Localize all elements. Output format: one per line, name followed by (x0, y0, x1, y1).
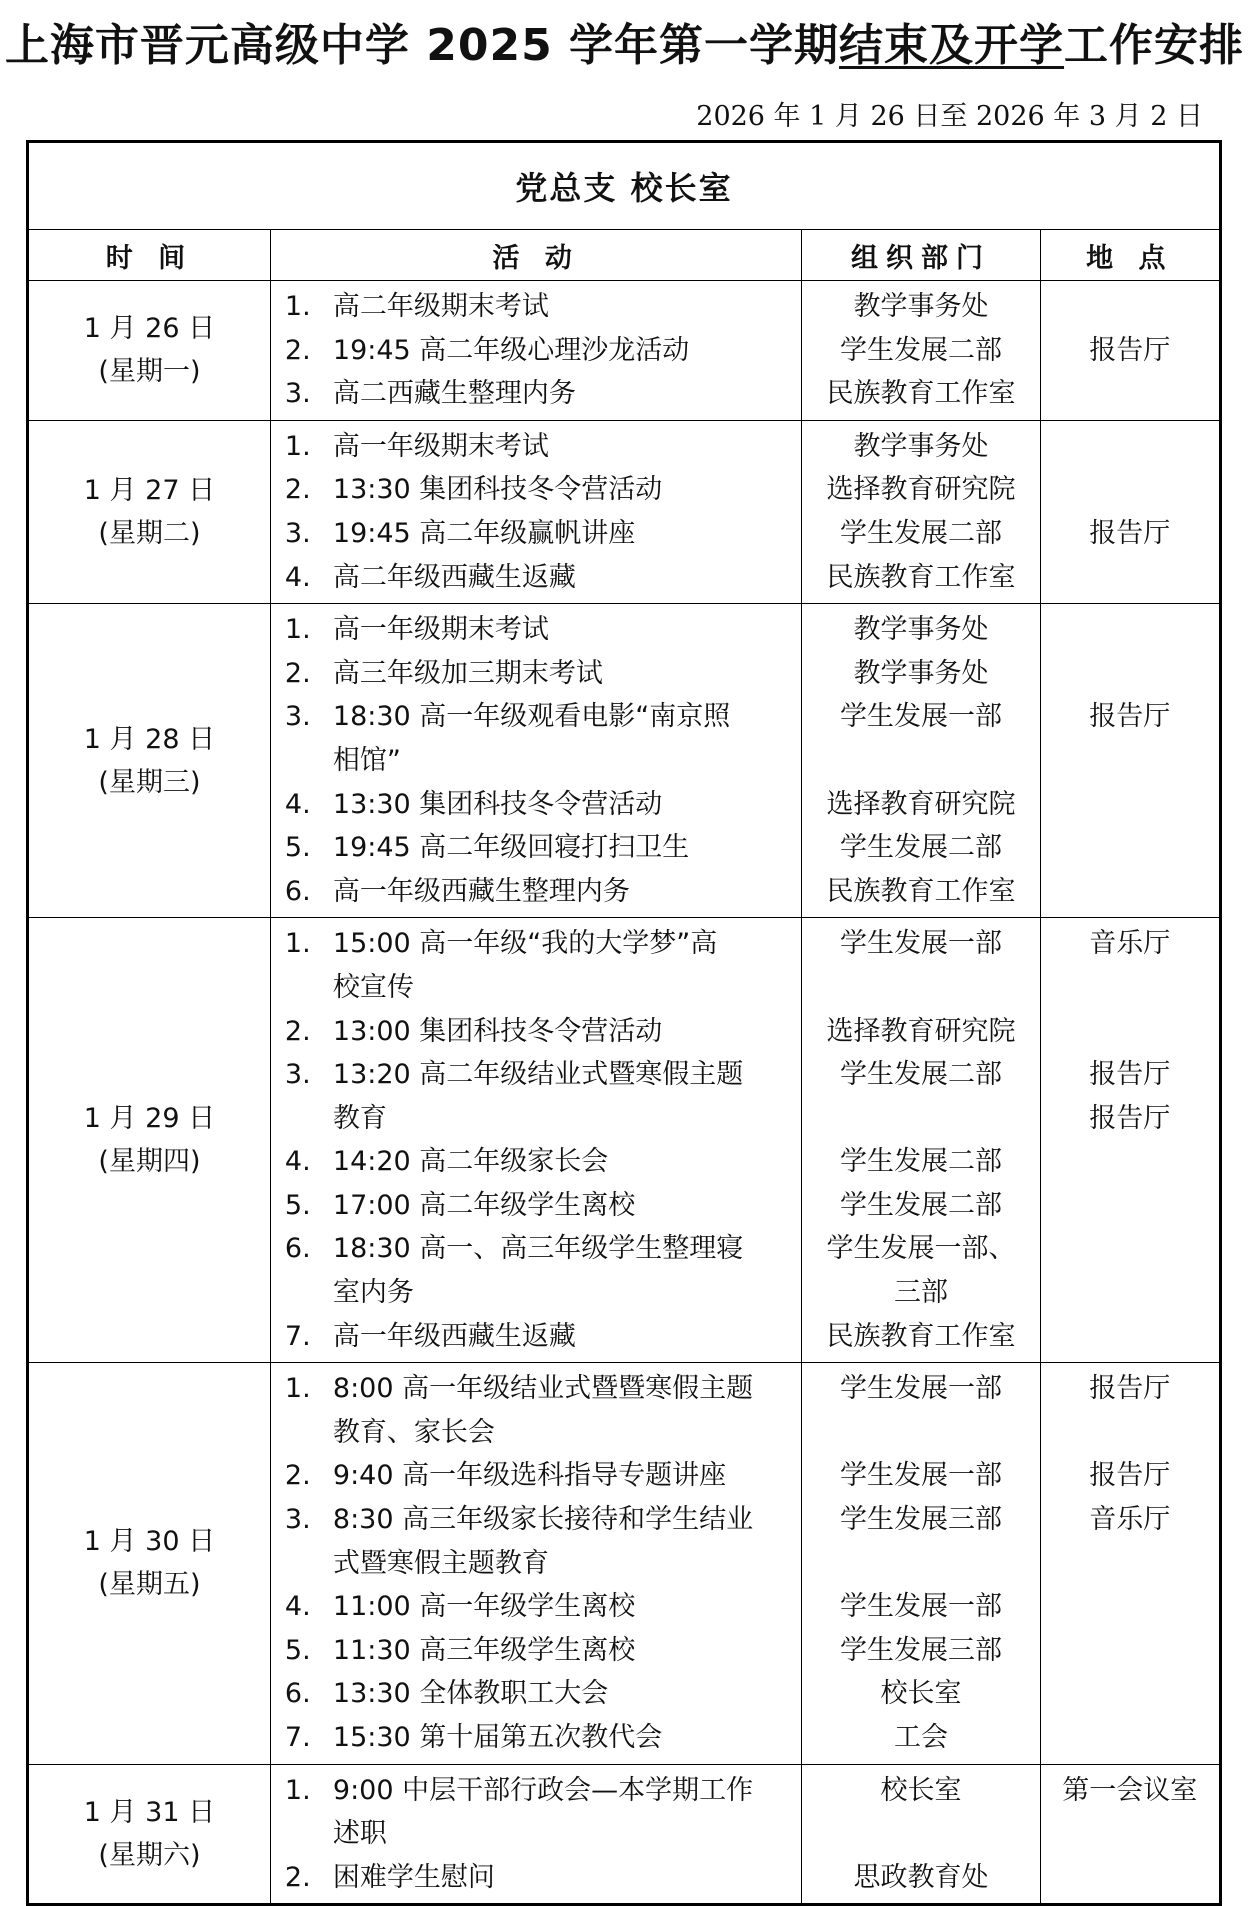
activity-line: 高二年级西藏生返藏 (332, 561, 576, 593)
activity-number: 2. (284, 334, 311, 366)
activity-line: 8:30 高三年级家长接待和学生结业 (332, 1504, 754, 1536)
activity-number: 2. (284, 657, 311, 689)
org-line: 学生发展一部 (839, 1460, 1002, 1492)
org-line: 学生发展一部、 (826, 1233, 1016, 1265)
org-cell (802, 1363, 1040, 1764)
activity-item (271, 556, 802, 600)
org-line: 三部 (893, 1277, 948, 1309)
weekday-text: (星期三) (98, 766, 201, 798)
location-line (1041, 285, 1219, 329)
location-cell (1040, 1363, 1220, 1764)
activity-number: 2. (284, 1460, 311, 1492)
activity-item (271, 870, 802, 914)
activity-number: 3. (284, 1059, 311, 1091)
org-line: 学生发展二部 (839, 334, 1002, 366)
date-text: 1 月 31 日 (83, 1796, 216, 1828)
org-cell (802, 1764, 1040, 1905)
org-line: 学生发展一部 (839, 928, 1002, 960)
activity-line: 室内务 (332, 1277, 414, 1309)
activity-item (271, 512, 802, 556)
activity-text (333, 556, 802, 600)
activity-number: 4. (284, 1146, 311, 1178)
org-line: 学生发展三部 (839, 1634, 1002, 1666)
weekday-text: (星期六) (98, 1839, 201, 1871)
activity-number: 4. (284, 561, 311, 593)
activity-line: 校宣传 (332, 971, 414, 1003)
location-line (1041, 1542, 1219, 1586)
location-line (1041, 1227, 1219, 1271)
location-line (1041, 468, 1219, 512)
date-text: 1 月 28 日 (83, 723, 216, 755)
header-time: 时 间 (28, 230, 271, 281)
activity-number: 2. (284, 1861, 311, 1893)
org-line: 学生发展二部 (839, 1146, 1002, 1178)
location-line (1041, 425, 1219, 469)
activity-number: 5. (284, 1189, 311, 1221)
activity-text (333, 329, 802, 373)
org-line: 教学事务处 (853, 614, 989, 646)
activity-line: 式暨寒假主题教育 (332, 1547, 549, 1579)
location-cell (1040, 420, 1220, 603)
activity-item (271, 1010, 802, 1054)
location-line (1041, 652, 1219, 696)
org-line: 民族教育工作室 (826, 1320, 1016, 1352)
org-line: 教学事务处 (853, 430, 989, 462)
location-line: 报告厅 (1089, 517, 1171, 549)
location-line (1041, 1411, 1219, 1455)
activity-line: 高三年级加三期末考试 (332, 657, 603, 689)
activity-number: 3. (284, 517, 311, 549)
activity-text (333, 1629, 802, 1673)
activity-text (333, 425, 802, 469)
org-line: 选择教育研究院 (826, 1015, 1016, 1047)
location-line (1041, 1716, 1219, 1760)
activity-text (333, 922, 802, 1009)
activity-number: 2. (284, 1015, 311, 1047)
location-line (1041, 1010, 1219, 1054)
activity-number: 2. (284, 474, 311, 506)
day-row (28, 281, 1221, 421)
activity-text (333, 372, 802, 416)
activity-line: 19:45 高二年级回寝打扫卫生 (332, 832, 690, 864)
activity-text (333, 1053, 802, 1140)
org-line: 学生发展一部 (839, 701, 1002, 733)
org-line: 学生发展二部 (839, 832, 1002, 864)
activity-item (271, 1585, 802, 1629)
activity-number: 3. (284, 378, 311, 410)
activity-number: 6. (284, 1233, 311, 1265)
activity-item (271, 1140, 802, 1184)
location-line (1041, 556, 1219, 600)
org-line: 教学事务处 (853, 657, 989, 689)
activity-text (333, 1227, 802, 1314)
activity-line: 13:30 全体教职工大会 (332, 1678, 609, 1710)
org-line: 民族教育工作室 (826, 875, 1016, 907)
org-line: 学生发展二部 (839, 517, 1002, 549)
activity-line: 高一年级西藏生整理内务 (332, 875, 630, 907)
org-line: 民族教育工作室 (826, 561, 1016, 593)
activity-item (271, 1315, 802, 1359)
activity-line: 13:30 集团科技冬令营活动 (332, 788, 663, 820)
activity-line: 17:00 高二年级学生离校 (332, 1189, 636, 1221)
schedule-table (26, 140, 1222, 1906)
activity-number: 5. (284, 832, 311, 864)
activities-cell (270, 1764, 802, 1905)
weekday-text: (星期四) (98, 1146, 201, 1178)
activity-item (271, 783, 802, 827)
location-line (1041, 870, 1219, 914)
location-line: 报告厅 (1089, 1373, 1171, 1405)
date-cell (28, 420, 271, 603)
org-line: 校长室 (880, 1774, 962, 1806)
activity-text (333, 285, 802, 329)
location-line (1041, 1315, 1219, 1359)
activity-item (271, 608, 802, 652)
activity-text (333, 608, 802, 652)
activities-cell (270, 1363, 802, 1764)
activity-line: 11:30 高三年级学生离校 (332, 1634, 636, 1666)
date-range: 2026 年 1 月 26 日至 2026 年 3 月 2 日 (696, 101, 1203, 132)
activity-text (333, 783, 802, 827)
location-line (1041, 966, 1219, 1010)
activity-item (271, 468, 802, 512)
date-cell (28, 281, 271, 421)
org-line: 学生发展二部 (839, 1059, 1002, 1091)
activity-line: 19:45 高二年级心理沙龙活动 (332, 334, 690, 366)
activity-line: 11:00 高一年级学生离校 (332, 1591, 636, 1623)
activity-item (271, 1454, 802, 1498)
day-row (28, 1363, 1221, 1764)
activity-number: 4. (284, 788, 311, 820)
location-line (1041, 1629, 1219, 1673)
location-line (1041, 1140, 1219, 1184)
location-line: 报告厅 (1089, 1102, 1171, 1134)
location-line (1041, 1672, 1219, 1716)
activity-text (333, 1184, 802, 1228)
activity-number: 1. (284, 291, 311, 322)
activity-item (271, 329, 802, 373)
org-cell (802, 604, 1040, 918)
activity-item (271, 285, 802, 329)
activity-number: 4. (284, 1591, 311, 1623)
activity-item (271, 1856, 802, 1900)
date-text: 1 月 30 日 (83, 1526, 216, 1558)
location-line: 报告厅 (1089, 334, 1171, 366)
weekday-text: (星期二) (98, 517, 201, 549)
activity-line: 高一年级西藏生返藏 (332, 1320, 576, 1352)
activity-number: 1. (284, 430, 311, 462)
org-cell (802, 281, 1040, 421)
activity-line: 9:40 高一年级选科指导专题讲座 (332, 1460, 727, 1492)
org-line: 民族教育工作室 (826, 378, 1016, 410)
activity-item (271, 1227, 802, 1314)
location-line (1041, 783, 1219, 827)
date-cell (28, 604, 271, 918)
org-line: 选择教育研究院 (826, 788, 1016, 820)
activity-item (271, 425, 802, 469)
location-line (1041, 608, 1219, 652)
activity-text (333, 652, 802, 696)
day-row (28, 918, 1221, 1363)
activity-number: 5. (284, 1634, 311, 1666)
activity-text (333, 1672, 802, 1716)
org-line (802, 1411, 1039, 1455)
location-line (1041, 1585, 1219, 1629)
activity-text (333, 695, 802, 782)
activity-number: 3. (284, 1504, 311, 1536)
department-name: 党总支 校长室 (28, 142, 1221, 230)
activity-line: 教育、家长会 (332, 1416, 495, 1448)
activities-cell (270, 604, 802, 918)
org-line (802, 739, 1039, 783)
activity-line: 19:45 高二年级赢帆讲座 (332, 517, 636, 549)
org-line: 工会 (893, 1722, 948, 1753)
activity-item (271, 826, 802, 870)
location-line (1041, 1812, 1219, 1856)
header-location: 地 点 (1040, 230, 1220, 281)
day-row (28, 604, 1221, 918)
date-cell (28, 1363, 271, 1764)
activity-line: 15:00 高一年级“我的大学梦”高 (332, 928, 718, 960)
activity-text (333, 1454, 802, 1498)
activity-item (271, 652, 802, 696)
location-line: 报告厅 (1089, 1059, 1171, 1091)
activity-text (333, 1716, 802, 1760)
activity-text (333, 1498, 802, 1585)
location-line (1041, 372, 1219, 416)
location-line (1041, 1271, 1219, 1315)
department-row (28, 142, 1221, 230)
activity-item (271, 922, 802, 1009)
activity-line: 13:30 集团科技冬令营活动 (332, 474, 663, 506)
activity-item (271, 1498, 802, 1585)
activity-text (333, 1769, 802, 1856)
activity-number: 7. (284, 1320, 311, 1352)
activity-line: 高二年级期末考试 (332, 291, 549, 322)
activity-text (333, 870, 802, 914)
activities-cell (270, 420, 802, 603)
title-part-3: 工作安排 (1064, 20, 1245, 71)
activity-line: 18:30 高一年级观看电影“南京照 (332, 701, 731, 733)
location-line (1041, 826, 1219, 870)
activity-line: 高二西藏生整理内务 (332, 378, 576, 410)
activity-item (271, 1184, 802, 1228)
header-org: 组织部门 (802, 230, 1040, 281)
activity-line: 教育 (332, 1102, 387, 1134)
location-line: 报告厅 (1089, 701, 1171, 733)
org-line: 学生发展二部 (839, 1189, 1002, 1221)
org-line (802, 1097, 1039, 1141)
org-line: 学生发展一部 (839, 1373, 1002, 1405)
org-cell (802, 918, 1040, 1363)
header-row (28, 230, 1221, 281)
title-underlined-part: 结束及开学 (839, 20, 1065, 71)
activity-text (333, 1856, 802, 1900)
activities-cell (270, 281, 802, 421)
activity-item (271, 1629, 802, 1673)
activity-text (333, 1010, 802, 1054)
activity-line: 相馆” (332, 744, 401, 776)
activity-number: 3. (284, 701, 311, 733)
org-line (802, 1812, 1039, 1856)
location-line (1041, 1856, 1219, 1900)
activity-number: 1. (284, 1774, 311, 1806)
activity-text (333, 468, 802, 512)
activity-text (333, 512, 802, 556)
title-part-1: 上海市晋元高级中学 2025 学年第一学期 (4, 20, 840, 71)
org-line: 学生发展一部 (839, 1591, 1002, 1623)
org-line: 思政教育处 (853, 1861, 989, 1893)
activity-item (271, 695, 802, 782)
activity-line: 困难学生慰问 (332, 1861, 495, 1893)
header-activity: 活 动 (270, 230, 802, 281)
day-row (28, 1764, 1221, 1905)
org-line: 选择教育研究院 (826, 474, 1016, 506)
activity-item (271, 372, 802, 416)
activity-text (333, 1140, 802, 1184)
location-line (1041, 739, 1219, 783)
org-line: 学生发展三部 (839, 1504, 1002, 1536)
activity-number: 1. (284, 1373, 311, 1405)
activity-text (333, 1367, 802, 1454)
location-line: 第一会议室 (1062, 1774, 1198, 1806)
weekday-text: (星期一) (98, 356, 201, 388)
activity-number: 6. (284, 875, 311, 907)
org-line: 校长室 (880, 1678, 962, 1710)
location-line: 报告厅 (1089, 1460, 1171, 1492)
activity-line: 高一年级期末考试 (332, 430, 549, 462)
org-line (802, 966, 1039, 1010)
location-line: 音乐厅 (1089, 1504, 1171, 1536)
activity-line: 15:30 第十届第五次教代会 (332, 1722, 663, 1753)
date-cell (28, 918, 271, 1363)
date-cell (28, 1764, 271, 1905)
activity-line: 9:00 中层干部行政会—本学期工作 (332, 1774, 754, 1806)
activity-text (333, 826, 802, 870)
activity-line: 8:00 高一年级结业式暨暨寒假主题 (332, 1373, 754, 1405)
activity-line: 18:30 高一、高三年级学生整理寝 (332, 1233, 744, 1265)
activities-cell (270, 918, 802, 1363)
document-title (0, 18, 1249, 74)
location-line (1041, 1184, 1219, 1228)
location-cell (1040, 1764, 1220, 1905)
location-cell (1040, 918, 1220, 1363)
org-line: 教学事务处 (853, 291, 989, 322)
activity-text (333, 1585, 802, 1629)
activity-number: 6. (284, 1678, 311, 1710)
activity-item (271, 1053, 802, 1140)
date-text: 1 月 29 日 (83, 1103, 216, 1135)
day-row (28, 420, 1221, 603)
weekday-text: (星期五) (98, 1569, 201, 1601)
activity-line: 述职 (332, 1818, 387, 1850)
location-cell (1040, 281, 1220, 421)
activity-line: 高一年级期末考试 (332, 614, 549, 646)
location-cell (1040, 604, 1220, 918)
location-line: 音乐厅 (1089, 928, 1171, 960)
activity-line: 13:00 集团科技冬令营活动 (332, 1015, 663, 1047)
activity-number: 1. (284, 614, 311, 646)
activity-line: 14:20 高二年级家长会 (332, 1146, 609, 1178)
date-text: 1 月 27 日 (83, 474, 216, 506)
activity-item (271, 1769, 802, 1856)
activity-item (271, 1367, 802, 1454)
activity-number: 1. (284, 928, 311, 960)
org-cell (802, 420, 1040, 603)
activity-line: 13:20 高二年级结业式暨寒假主题 (332, 1059, 744, 1091)
activity-number: 7. (284, 1722, 311, 1753)
activity-item (271, 1672, 802, 1716)
date-text: 1 月 26 日 (83, 313, 216, 345)
activity-item (271, 1716, 802, 1760)
activity-text (333, 1315, 802, 1359)
org-line (802, 1542, 1039, 1586)
